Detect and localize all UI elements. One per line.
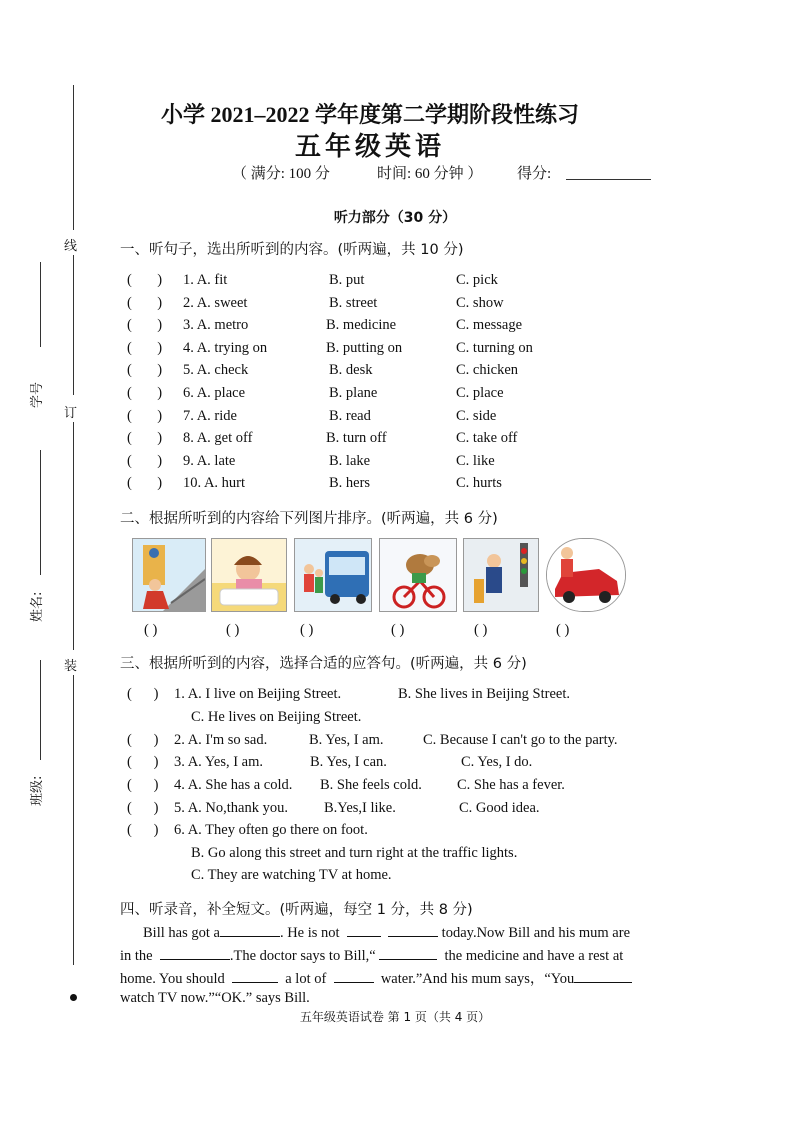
option-a: 6. A. place: [183, 385, 246, 401]
answer-bracket[interactable]: ( ): [127, 452, 163, 469]
answer-bracket[interactable]: ( ): [127, 294, 163, 311]
option-b: B. street: [329, 294, 378, 311]
cloze-blank-6[interactable]: [232, 968, 278, 983]
class-blank: [40, 660, 41, 760]
part3-q5-option-c: C. Good idea.: [459, 800, 540, 816]
cloze-line-2: [120, 945, 623, 965]
part1-title: 一、听句子，选出所听到的内容。(听两遍，共 10 分): [120, 242, 464, 258]
cloze-text: home. You should: [120, 971, 225, 987]
option-a: 2. A. sweet: [183, 294, 248, 311]
cloze-blank-4[interactable]: [160, 945, 230, 960]
exam-title: 小学 2021–2022 学年度第二学期阶段性练习: [160, 102, 579, 127]
part3-q1-option-a: 1. A. I live on Beijing Street.: [174, 686, 342, 702]
part3-q4-option-c: C. She has a fever.: [457, 777, 565, 793]
part3-q5-bracket[interactable]: ( ): [127, 800, 159, 816]
option-b: B. plane: [329, 385, 378, 401]
option-c: C. hurts: [456, 475, 502, 492]
listening-title: 听力部分（30 分）: [333, 210, 457, 226]
option-c: C. show: [456, 294, 504, 311]
exam-time: 时间: 60 分钟 ）: [377, 166, 483, 182]
picture-6-answer-bracket[interactable]: ( ): [556, 622, 570, 638]
option-b: B. read: [329, 407, 371, 424]
student-no-blank: [40, 262, 41, 347]
part4-title: 四、听录音，补全短文。(听两遍，每空 1 分，共 8 分): [120, 902, 473, 918]
picture-2-sick-girl-in-bed: [211, 538, 287, 612]
cloze-blank-1[interactable]: [220, 922, 280, 937]
binding-dot: [70, 994, 77, 1001]
cloze-line-4: watch TV now.”“OK.” says Bill.: [120, 990, 310, 1006]
page-footer: 五年级英语试卷 第 1 页（共 4 页）: [299, 1010, 491, 1024]
picture-4-answer-bracket[interactable]: ( ): [391, 622, 405, 638]
part3-q4-option-a: 4. A. She has a cold.: [174, 777, 293, 793]
cloze-text: in the: [120, 948, 153, 964]
option-b: B. lake: [329, 452, 371, 469]
score-label: 得分:: [517, 166, 552, 182]
binding-char-bind: 装: [64, 659, 78, 674]
part3-q3-option-a: 3. A. Yes, I am.: [174, 754, 264, 770]
cloze-text: a lot of: [285, 971, 327, 987]
cloze-blank-2[interactable]: [347, 922, 381, 937]
option-b: B. put: [329, 272, 365, 288]
cloze-blank-5[interactable]: [379, 945, 437, 960]
picture-5-traffic-police: [463, 538, 539, 612]
answer-bracket[interactable]: ( ): [127, 385, 163, 401]
picture-5-answer-bracket[interactable]: ( ): [474, 622, 488, 638]
student-no-label: 学号: [30, 381, 45, 408]
option-b: B. medicine: [326, 317, 397, 334]
exam-subject: 五年级英语: [294, 132, 445, 161]
cloze-text: today.Now Bill and his mum are: [441, 925, 631, 941]
cloze-text: the medicine and have a rest at: [444, 948, 624, 964]
picture-1-answer-bracket[interactable]: ( ): [144, 622, 158, 638]
option-c: C. message: [456, 317, 523, 334]
binding-line-lower: [73, 675, 74, 965]
option-a: 7. A. ride: [183, 407, 237, 424]
option-a: 1. A. fit: [183, 272, 228, 288]
binding-line-upper: [73, 255, 74, 395]
option-c: C. take off: [456, 430, 518, 447]
answer-bracket[interactable]: ( ): [127, 475, 163, 492]
full-marks: （ 满分: 100 分: [232, 166, 330, 182]
picture-2-answer-bracket[interactable]: ( ): [226, 622, 240, 638]
part3-q1-option-c: C. He lives on Beijing Street.: [191, 709, 362, 725]
cloze-text: water.”And his mum says，“You: [380, 971, 575, 987]
class-label: 班级:: [30, 775, 45, 806]
answer-bracket[interactable]: ( ): [127, 362, 163, 379]
part3-q4-bracket[interactable]: ( ): [127, 777, 159, 793]
part3-q5-option-b: B.Yes,I like.: [324, 800, 396, 816]
part3-q2-option-c: C. Because I can't go to the party.: [423, 732, 618, 748]
part3-q1-option-b: B. She lives in Beijing Street.: [398, 686, 570, 702]
option-b: B. hers: [329, 475, 371, 492]
answer-bracket[interactable]: ( ): [127, 317, 163, 334]
picture-3-answer-bracket[interactable]: ( ): [300, 622, 314, 638]
cloze-text: . He is not: [279, 925, 340, 941]
part3-q5-option-a: 5. A. No,thank you.: [174, 800, 288, 816]
option-a: 10. A. hurt: [183, 475, 246, 492]
option-c: C. place: [456, 385, 504, 401]
part3-title: 三、根据所听到的内容，选择合适的应答句。(听两遍，共 6 分): [120, 656, 527, 672]
option-c: C. side: [456, 407, 497, 424]
part3-q4-option-b: B. She feels cold.: [320, 777, 422, 793]
part3-q6-option-b: B. Go along this street and turn right at the traffic lights.: [191, 845, 518, 861]
part3-q2-bracket[interactable]: ( ): [127, 732, 159, 748]
part3-q2-option-b: B. Yes, I am.: [309, 732, 384, 748]
picture-1-girl-on-stairs: [132, 538, 206, 612]
binding-line-middle: [73, 422, 74, 650]
option-b: B. putting on: [326, 339, 403, 356]
part3-q3-option-b: B. Yes, I can.: [310, 754, 387, 770]
part2-title: 二、根据所听到的内容给下列图片排序。(听两遍，共 6 分): [120, 511, 498, 527]
option-c: C. like: [456, 452, 495, 469]
cloze-text: .The doctor says to Bill,“: [229, 948, 376, 964]
answer-bracket[interactable]: ( ): [127, 272, 163, 288]
cloze-blank-7[interactable]: [334, 968, 374, 983]
option-a: 3. A. metro: [183, 317, 249, 334]
option-c: C. chicken: [456, 362, 519, 379]
option-a: 9. A. late: [183, 452, 236, 469]
binding-char-line: 线: [64, 239, 78, 254]
answer-bracket[interactable]: ( ): [127, 430, 163, 447]
option-c: C. turning on: [456, 339, 533, 356]
cloze-blank-3[interactable]: [388, 922, 438, 937]
option-a: 8. A. get off: [183, 430, 253, 447]
part3-q6-bracket[interactable]: ( ): [127, 822, 159, 838]
option-a: 4. A. trying on: [183, 339, 268, 356]
part3-q3-bracket[interactable]: ( ): [127, 754, 159, 770]
cloze-blank-8[interactable]: [574, 968, 632, 983]
part3-q6-option-c: C. They are watching TV at home.: [191, 867, 392, 883]
picture-4-dog-on-bike: [379, 538, 457, 612]
picture-6-red-car: [546, 538, 626, 612]
option-b: B. desk: [329, 362, 373, 379]
answer-bracket[interactable]: ( ): [127, 339, 163, 356]
option-c: C. pick: [456, 272, 498, 288]
part3-q3-option-c: C. Yes, I do.: [461, 754, 533, 770]
cloze-line-3: [120, 967, 632, 988]
part3-q1-bracket[interactable]: ( ): [127, 686, 159, 702]
name-label: 姓名:: [30, 591, 45, 622]
part3-q2-option-a: 2. A. I'm so sad.: [174, 732, 268, 748]
part3-q6-option-a: 6. A. They often go there on foot.: [174, 822, 368, 838]
cloze-line-1: [143, 922, 630, 942]
cloze-text: Bill has got a: [143, 925, 220, 941]
score-blank[interactable]: [566, 163, 651, 180]
picture-3-bus-stop: [294, 538, 372, 612]
answer-bracket[interactable]: ( ): [127, 407, 163, 424]
option-b: B. turn off: [326, 430, 387, 447]
option-a: 5. A. check: [183, 362, 249, 379]
binding-char-staple: 订: [64, 406, 78, 421]
name-blank: [40, 450, 41, 575]
